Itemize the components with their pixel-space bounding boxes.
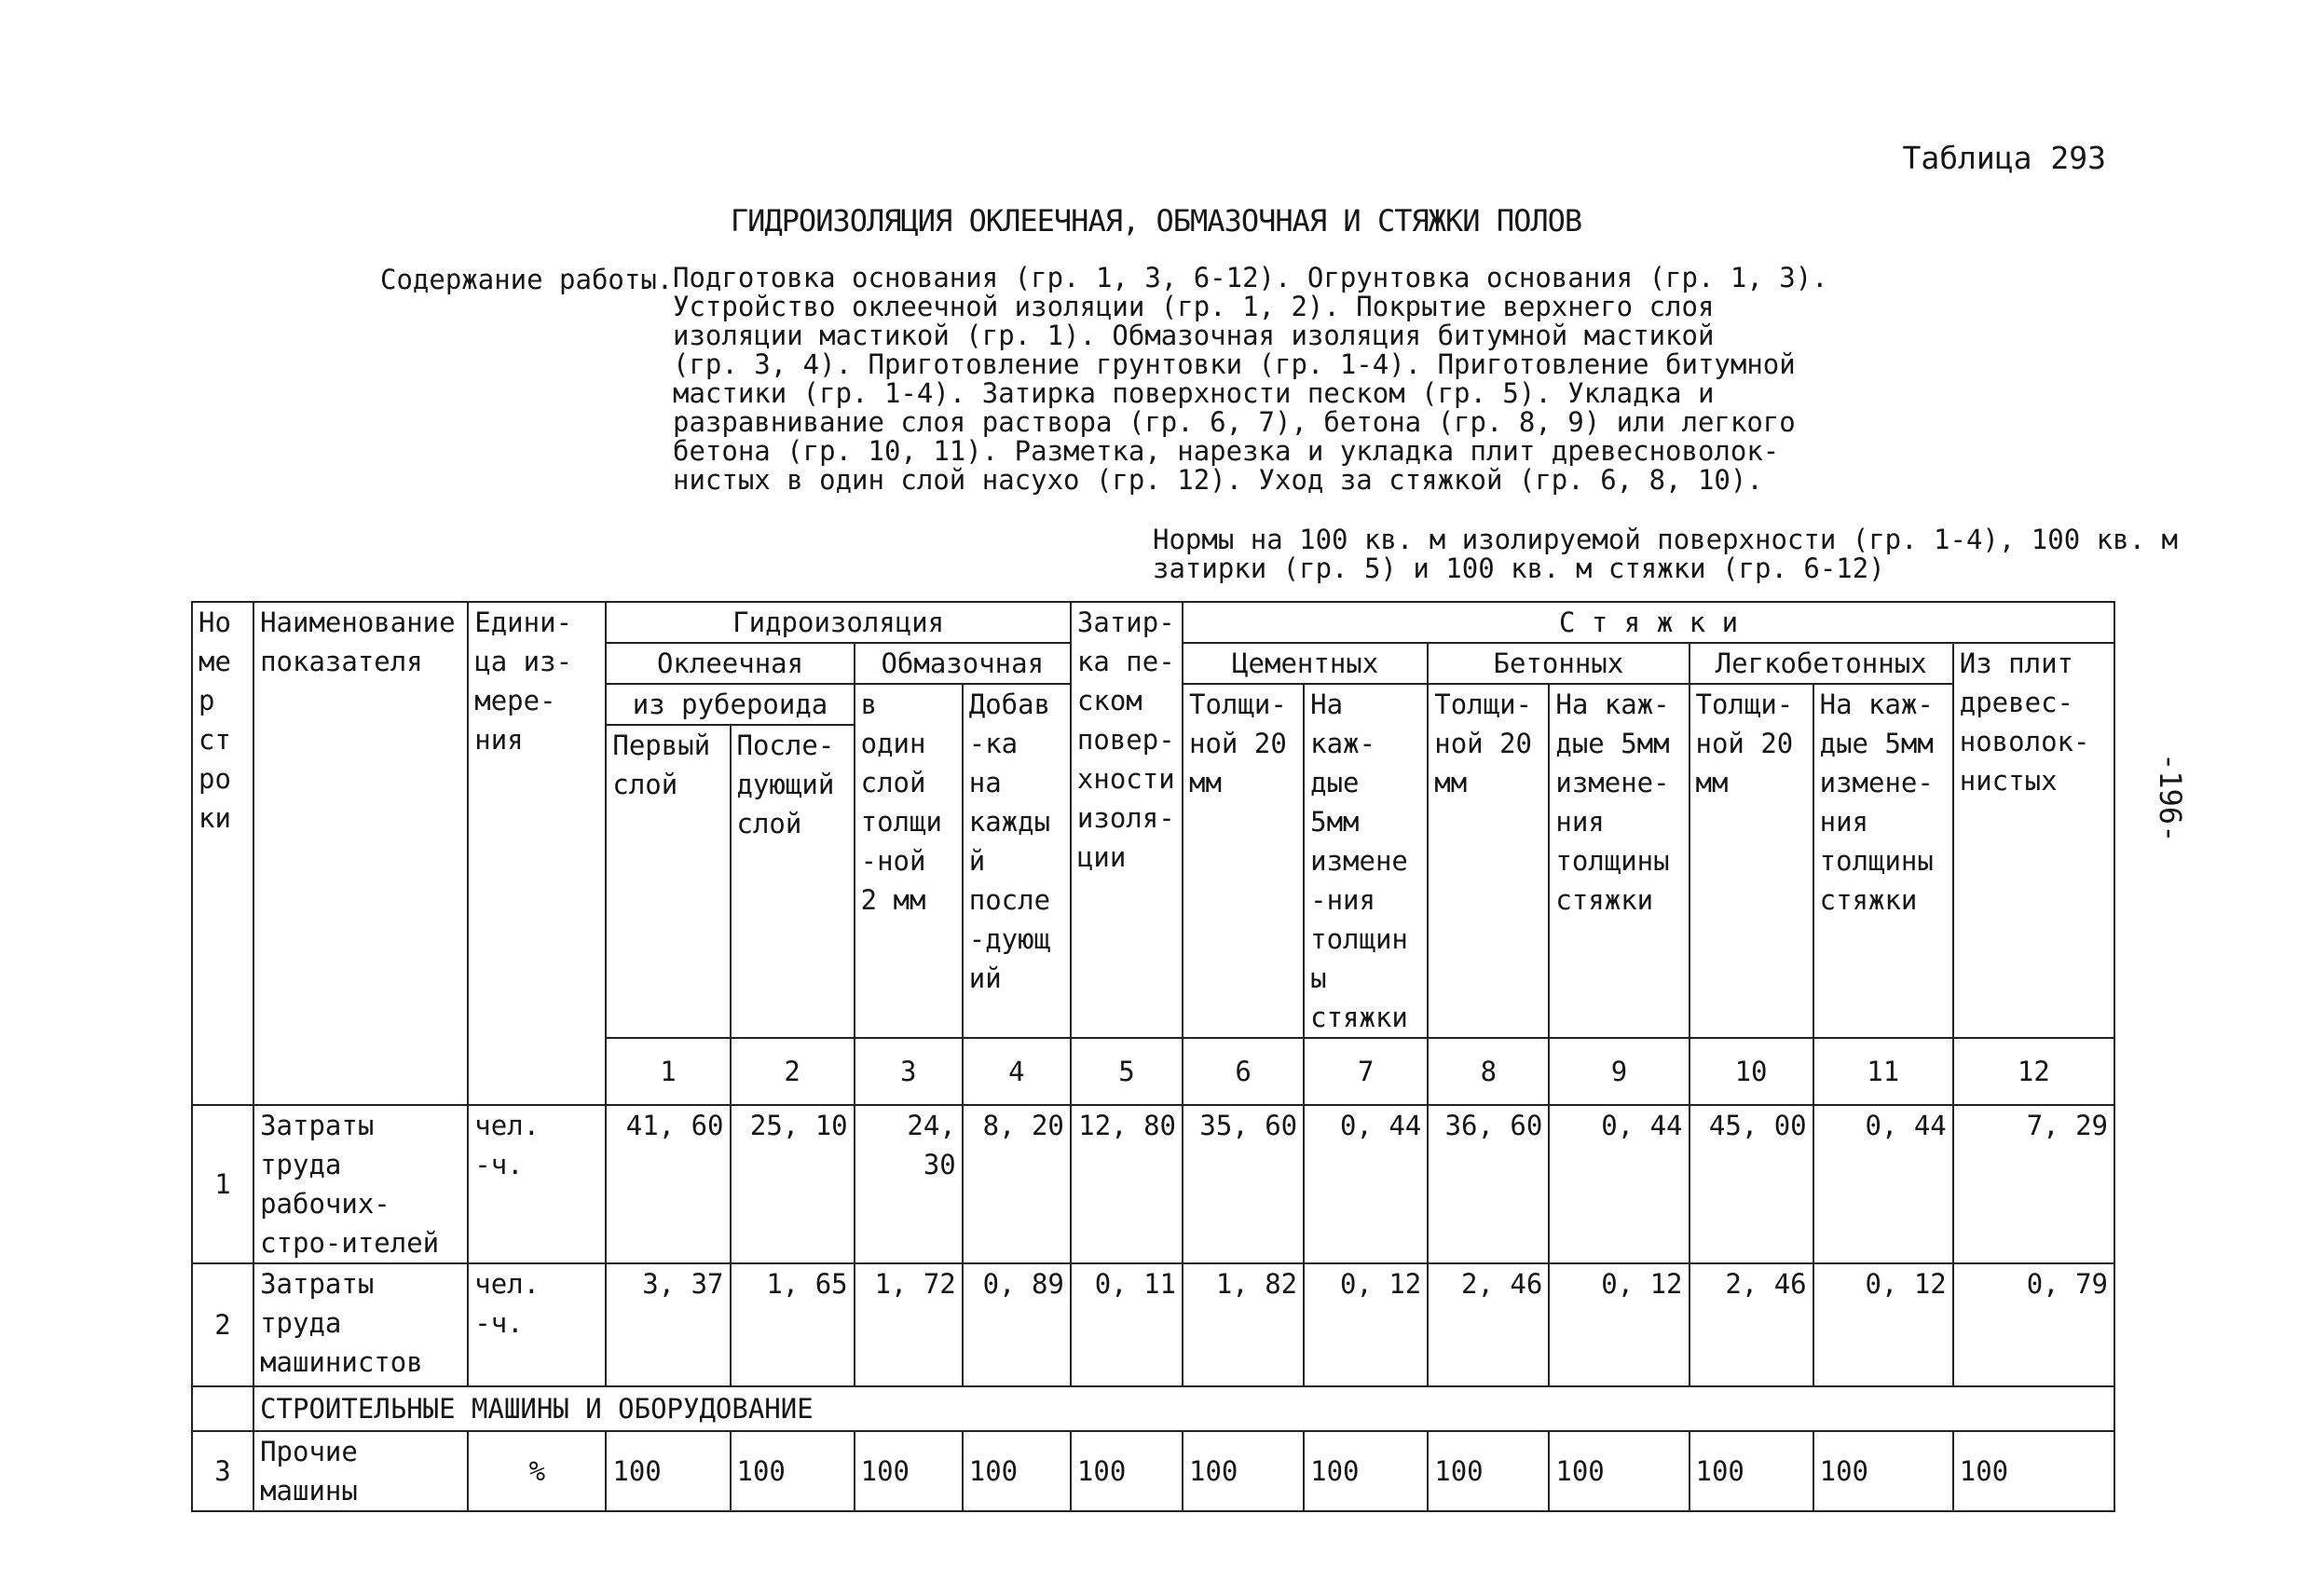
row-unit: чел. -ч. [468,1263,606,1386]
header-row-1 [192,602,2114,643]
header-name: Наименование показателя [253,602,468,1105]
value-cell: 100 [1304,1431,1428,1511]
row-number: 2 [192,1263,253,1386]
row-name: Прочие машины [253,1431,468,1511]
value-cell: 0, 12 [1304,1263,1428,1386]
value-cell: 2, 46 [1690,1263,1813,1386]
row-unit: чел. -ч. [468,1105,606,1263]
value-cell: 100 [1953,1431,2114,1511]
column-number: 8 [1428,1038,1549,1105]
header-concrete-20mm: Толщи-ной 20 мм [1428,684,1549,1038]
table-row [192,1263,2114,1386]
header-unit: Едини-ца из-мере-ния [468,602,606,1105]
value-cell: 1, 65 [731,1263,855,1386]
section-title: СТРОИТЕЛЬНЫЕ МАШИНЫ И ОБОРУДОВАНИЕ [253,1386,2114,1431]
column-number: 1 [606,1038,730,1105]
table-row [192,1431,2114,1511]
value-cell: 2, 46 [1428,1263,1549,1386]
value-cell: 100 [1428,1431,1549,1511]
row-name: Затраты труда рабочих-стро-ителей [253,1105,468,1263]
value-cell: 0, 11 [1071,1263,1183,1386]
value-cell: 36, 60 [1428,1105,1549,1263]
value-cell: 100 [963,1431,1071,1511]
value-cell: 3, 37 [606,1263,730,1386]
header-add-each: Добав-ка на каждый после-дующий [963,684,1071,1038]
header-sand-rubbing: Затир-ка пе-ском повер-хности изоля-ции [1071,602,1183,1038]
value-cell: 100 [1183,1431,1304,1511]
row-unit: % [468,1431,606,1511]
column-number: 5 [1071,1038,1183,1105]
row-name: Затраты труда машинистов [253,1263,468,1386]
value-cell: 7, 29 [1953,1105,2114,1263]
value-cell: 12, 80 [1071,1105,1183,1263]
header-cement: Цементных [1183,643,1428,684]
section-row [192,1386,2114,1431]
value-cell: 8, 20 [963,1105,1071,1263]
value-cell: 0, 44 [1813,1105,1953,1263]
value-cell: 100 [1549,1431,1689,1511]
row-number: 1 [192,1105,253,1263]
value-cell: 1, 72 [855,1263,963,1386]
column-number: 10 [1690,1038,1813,1105]
value-cell: 0, 89 [963,1263,1071,1386]
header-fibreboard: Из плит древес-новолок-нистых [1953,643,2114,1038]
column-number: 9 [1549,1038,1689,1105]
value-cell: 0, 79 [1953,1263,2114,1386]
table-row [192,1105,2114,1263]
column-number: 12 [1953,1038,2114,1105]
value-cell: 24, 30 [855,1105,963,1263]
header-pasted: Оклеечная [606,643,854,684]
header-next-layer: После-дующий слой [731,725,855,1038]
header-hydroisolation: Гидроизоляция [606,602,1071,643]
norms-table [191,601,2115,1512]
header-coated: Обмазочная [855,643,1071,684]
value-cell: 100 [1690,1431,1813,1511]
header-cement-per5mm: На каж-дые 5мм измене-ния толщины стяжки [1304,684,1428,1038]
work-content-text: Подготовка основания (гр. 1, 3, 6-12). Огрунтовка основания (гр. 1, 3). Устройство оклеечной изоляции (гр. 1, 2). Покрытие верхнего слоя изоляции мастикой (гр. 1). Обмазочная изоляция битумной мастикой (гр. 3, 4). Приготовление грунтовки (гр. 1-4). Приготовление битумной мастики (гр. 1-4). Затирка поверхности песком (гр. 5). Укладка и разравнивание слоя раствора (гр. 6, 7), бетона (гр. 8, 9) или легкого бетона (гр. 10, 11). Разметка, нарезка и укладка плит древесноволок- нистых в один слой насухо (гр. 12). Уход за стяжкой (гр. 6, 8, 10). [673,262,1828,496]
work-content-label: Содержание работы. [380,264,674,295]
value-cell: 100 [1071,1431,1183,1511]
value-cell: 0, 44 [1549,1105,1689,1263]
column-number: 11 [1813,1038,1953,1105]
header-ruberoid: из рубероида [606,684,854,725]
column-number: 3 [855,1038,963,1105]
value-cell: 0, 12 [1813,1263,1953,1386]
value-cell: 35, 60 [1183,1105,1304,1263]
value-cell: 45, 00 [1690,1105,1813,1263]
header-screeds: С т я ж к и [1183,602,2114,643]
value-cell: 41, 60 [606,1105,730,1263]
column-number: 6 [1183,1038,1304,1105]
value-cell: 100 [1813,1431,1953,1511]
norms-note: Нормы на 100 кв. м изолируемой поверхности (гр. 1-4), 100 кв. м затирки (гр. 5) и 100 кв. м стяжки (гр. 6-12) [1153,524,2178,584]
column-number: 2 [731,1038,855,1105]
column-number: 7 [1304,1038,1428,1105]
value-cell: 1, 82 [1183,1263,1304,1386]
header-row-no: Номер строки [192,602,253,1105]
value-cell: 100 [606,1431,730,1511]
header-light-per5mm: На каж-дые 5мм измене-ния толщины стяжки [1813,684,1953,1038]
value-cell: 100 [731,1431,855,1511]
header-one-layer: в один слой толщи-ной 2 мм [855,684,963,1038]
row-number: 3 [192,1431,253,1511]
header-light-concrete: Легкобетонных [1690,643,1953,684]
value-cell: 25, 10 [731,1105,855,1263]
header-light-20mm: Толщи-ной 20 мм [1690,684,1813,1038]
column-number: 4 [963,1038,1071,1105]
section-spacer [192,1386,253,1431]
table-number-label: Таблица 293 [1902,140,2106,176]
header-first-layer: Первый слой [606,725,730,1038]
value-cell: 0, 12 [1549,1263,1689,1386]
value-cell: 100 [855,1431,963,1511]
page-number: -196- [2153,753,2188,843]
header-concrete: Бетонных [1428,643,1689,684]
header-cement-20mm: Толщи-ной 20 мм [1183,684,1304,1038]
value-cell: 0, 44 [1304,1105,1428,1263]
header-concrete-per5mm: На каж-дые 5мм измене-ния толщины стяжки [1549,684,1689,1038]
document-title: ГИДРОИЗОЛЯЦИЯ ОКЛЕЕЧНАЯ, ОБМАЗОЧНАЯ И СТЯЖКИ ПОЛОВ [730,203,1582,239]
